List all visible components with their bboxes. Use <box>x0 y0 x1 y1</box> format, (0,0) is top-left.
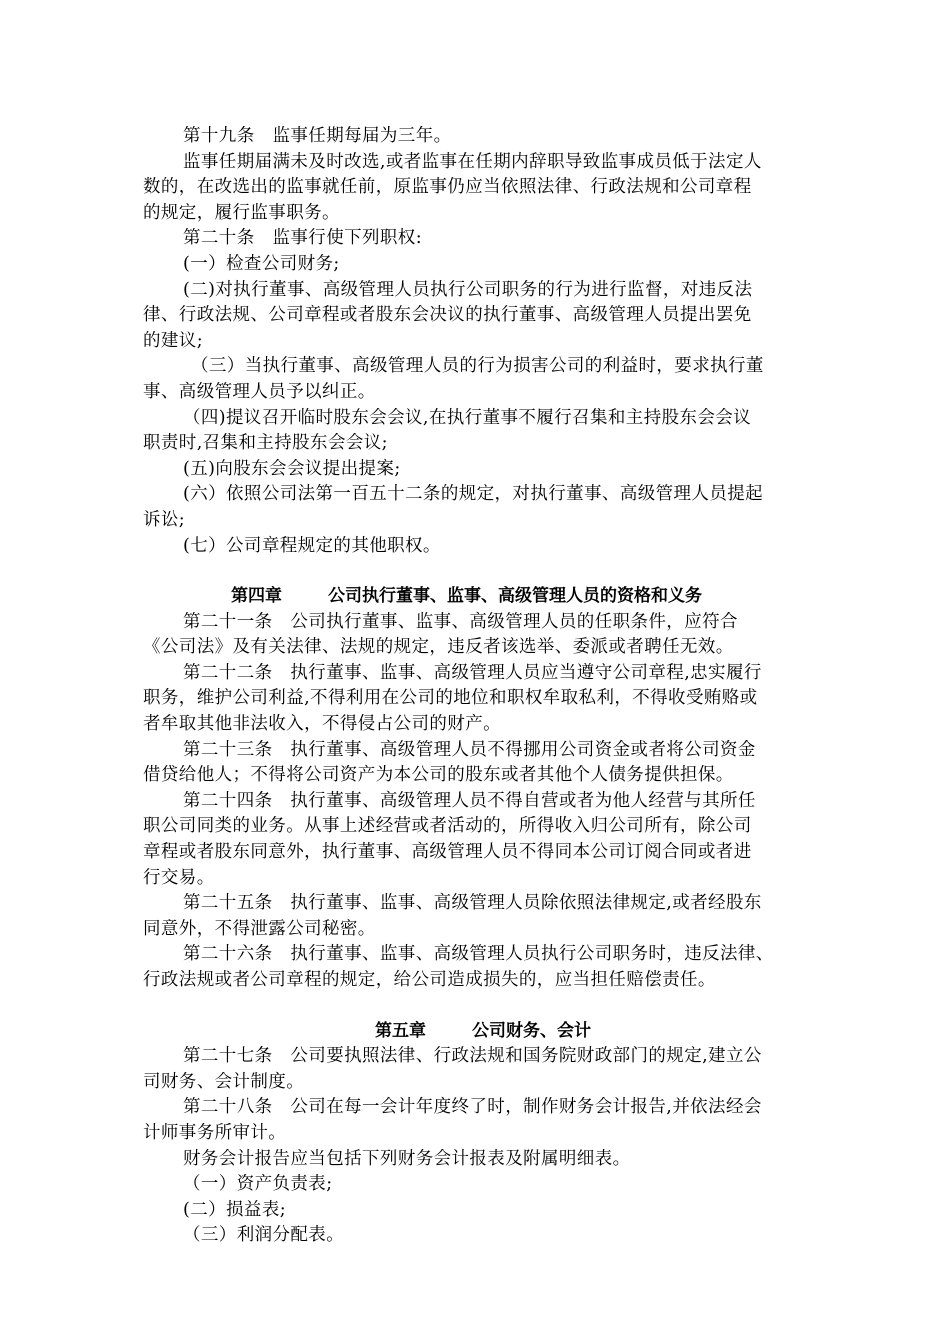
article-25-title: 第二十五条 执行董事、监事、高级管理人员除依照法律规定,或者经股东 <box>183 893 762 914</box>
article-27-title: 第二十七条 公司要执照法律、行政法规和国务院财政部门的规定,建立公 <box>183 1046 762 1067</box>
paragraph-line: 者牟取其他非法收入，不得侵占公司的财产。 <box>143 714 501 735</box>
article-22-title: 第二十二条 执行董事、监事、高级管理人员应当遵守公司章程,忠实履行 <box>183 662 762 683</box>
list-item: （三）利润分配表。 <box>183 1225 345 1246</box>
paragraph-line: 行政法规或者公司章程的规定，给公司造成损失的，应当担任赔偿责任。 <box>143 970 716 990</box>
list-item: （一）资产负责表; <box>183 1174 333 1195</box>
chapter-4-heading <box>143 584 812 610</box>
paragraph-line: 同意外，不得泄露公司秘密。 <box>143 918 376 939</box>
paragraph-line: 职公司同类的业务。从事上述经营或者活动的，所得收入归公司所有，除公司 <box>143 816 752 837</box>
paragraph-line: 诉讼; <box>143 509 186 530</box>
article-28-title: 第二十八条 公司在每一会计年度终了时，制作财务会计报告,并依法经会 <box>183 1097 762 1118</box>
chapter-5-title: 公司财务、会计 <box>472 1020 591 1041</box>
paragraph-line: 的规定，履行监事职务。 <box>143 202 340 223</box>
article-26-title: 第二十六条 执行董事、监事、高级管理人员执行公司职务时，违反法律、 <box>183 944 774 965</box>
chapter-5-heading <box>143 1019 812 1045</box>
article-21-title: 第二十一条 公司执行董事、监事、高级管理人员的任职条件，应符合 <box>183 611 738 632</box>
list-item: (二)对执行董事、高级管理人员执行公司职务的行为进行监督，对违反法 <box>183 279 753 300</box>
chapter-4-number: 第四章 <box>231 586 282 607</box>
paragraph-line: 职务，维护公司利益,不得利用在公司的地位和职权牟取私利，不得收受贿赂或 <box>143 688 758 709</box>
list-item: (五)向股东会会议提出提案; <box>183 458 401 479</box>
paragraph-line: 的建议; <box>143 330 203 351</box>
article-24-title: 第二十四条 执行董事、高级管理人员不得自营或者为他人经营与其所任 <box>183 790 756 811</box>
paragraph-line: 财务会计报告应当包括下列财务会计报表及附属明细表。 <box>183 1148 631 1169</box>
paragraph-line: 事、高级管理人员予以纠正。 <box>143 381 376 402</box>
paragraph-line: 借贷给他人；不得将公司资产为本公司的股东或者其他个人债务提供担保。 <box>143 765 734 786</box>
paragraph-line: 数的，在改选出的监事就任前，原监事仍应当依照法律、行政法规和公司章程 <box>143 177 752 198</box>
list-item: （四)提议召开临时股东会会议,在执行董事不履行召集和主持股东会会议 <box>183 407 752 428</box>
list-item: (六）依照公司法第一百五十二条的规定，对执行董事、高级管理人员提起 <box>183 484 764 505</box>
article-19-title: 第十九条 监事任期每届为三年。 <box>183 126 452 146</box>
paragraph-line: 《公司法》及有关法律、法规的规定，违反者该选举、委派或者聘任无效。 <box>143 637 734 658</box>
paragraph-line: 计师事务所审计。 <box>143 1122 287 1143</box>
list-item: (一）检查公司财务; <box>183 253 340 274</box>
paragraph-line: 行交易。 <box>143 867 215 888</box>
paragraph-line: 职责时,召集和主持股东会会议; <box>143 433 388 454</box>
list-item: （三）当执行董事、高级管理人员的行为损害公司的利益时，要求执行董 <box>191 356 764 377</box>
chapter-5-number: 第五章 <box>375 1020 426 1041</box>
paragraph-line: 章程或者股东同意外，执行董事、高级管理人员不得同本公司订阅合同或者进 <box>143 842 752 863</box>
paragraph-line: 司财务、会计制度。 <box>143 1071 305 1092</box>
chapter-4-title: 公司执行董事、监事、高级管理人员的资格和义务 <box>328 586 702 607</box>
list-item: (二）损益表; <box>183 1199 287 1220</box>
paragraph-line: 监事任期届满未及时改选,或者监事在任期内辞职导致监事成员低于法定人 <box>183 151 762 172</box>
article-23-title: 第二十三条 执行董事、高级管理人员不得挪用公司资金或者将公司资金 <box>183 739 756 760</box>
paragraph-line: 律、行政法规、公司章程或者股东会决议的执行董事、高级管理人员提出罢免 <box>143 305 752 326</box>
list-item: (七）公司章程规定的其他职权。 <box>183 535 441 556</box>
article-20-title: 第二十条 监事行使下列职权: <box>183 228 422 249</box>
